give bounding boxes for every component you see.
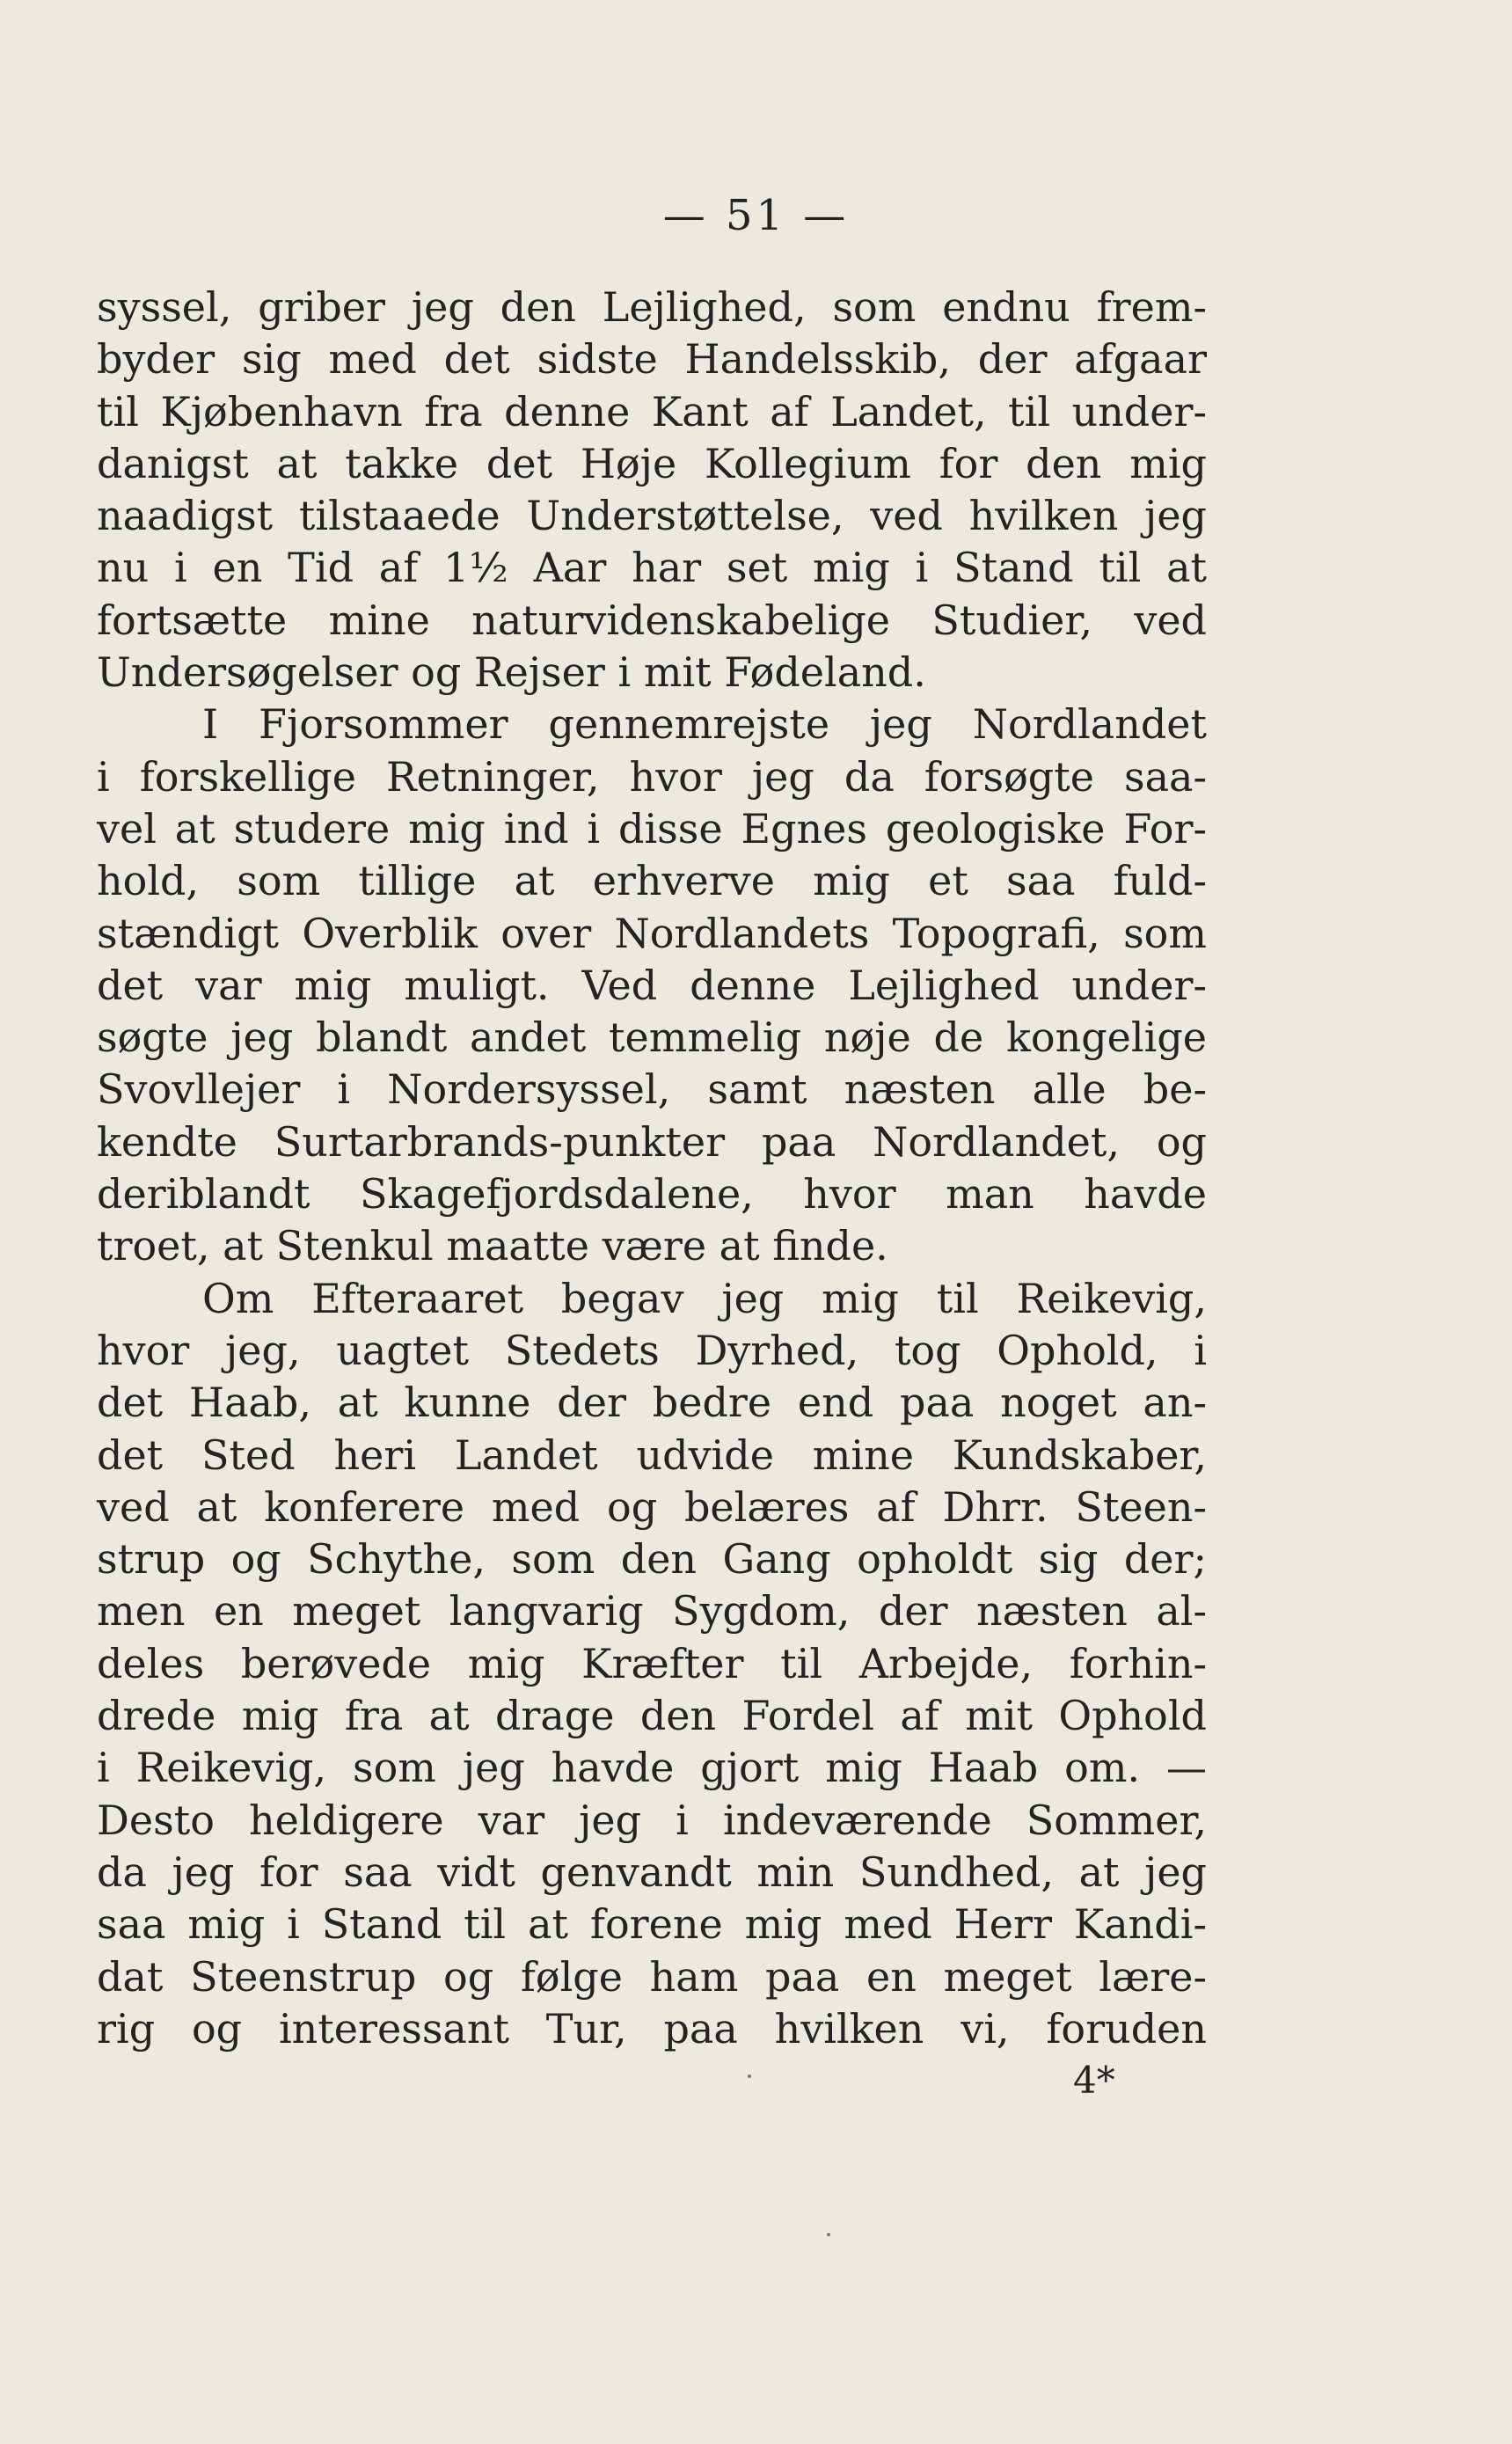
text-line: deriblandt Skagefjordsdalene, hvor man havde xyxy=(97,1170,1207,1218)
text-line: strup og Schythe, som den Gang opholdt sig der; xyxy=(97,1535,1207,1584)
text-line: til Kjøbenhavn fra denne Kant af Landet, til under- xyxy=(97,387,1207,435)
text-line: syssel, griber jeg den Lejlighed, som endnu frem- xyxy=(97,283,1207,331)
text-line: nu i en Tid af 1½ Aar har set mig i Stand til at xyxy=(97,544,1207,592)
text-line: Undersøgelser og Rejser i mit Fødeland. xyxy=(97,648,926,697)
text-line: søgte jeg blandt andet temmelig nøje de kongelige xyxy=(97,1013,1207,1062)
paragraph-3 xyxy=(97,1273,1207,2055)
text-line: Desto heldigere var jeg i indeværende Sommer, xyxy=(97,1796,1207,1844)
text-line: danigst at takke det Høje Kollegium for den mig xyxy=(97,439,1207,487)
text-line: Svovllejer i Nordersyssel, samt næsten alle be- xyxy=(97,1065,1207,1114)
text-line: det Sted heri Landet udvide mine Kundskaber, xyxy=(97,1431,1207,1479)
paragraph-2 xyxy=(97,699,1207,1272)
text-line: i forskellige Retninger, hvor jeg da forsøgte saa- xyxy=(97,752,1207,801)
text-line: troet, at Stenkul maatte være at finde. xyxy=(97,1222,888,1270)
text-line: stændigt Overblik over Nordlandets Topografi, som xyxy=(97,909,1207,957)
text-line: da jeg for saa vidt genvandt min Sundhed, at jeg xyxy=(97,1848,1207,1896)
page-number-header: — 51 — xyxy=(662,191,850,240)
text-line: fortsætte mine naturvidenskabelige Studier, ved xyxy=(97,596,1207,644)
text-line: kendte Surtarbrands-punkter paa Nordlandet, og xyxy=(97,1117,1207,1166)
text-line: I Fjorsommer gennemrejste jeg Nordlandet xyxy=(202,700,1207,749)
text-line: vel at studere mig ind i disse Egnes geologiske For- xyxy=(97,804,1207,852)
text-line: det var mig muligt. Ved denne Lejlighed under- xyxy=(97,961,1207,1009)
text-line: byder sig med det sidste Handelsskib, der afgaar xyxy=(97,335,1207,384)
text-line: det Haab, at kunne der bedre end paa noget an- xyxy=(97,1379,1207,1427)
paragraph-1 xyxy=(97,282,1207,699)
text-line: hvor jeg, uagtet Stedets Dyrhed, tog Ophold, i xyxy=(97,1326,1207,1374)
text-line: ved at konferere med og belæres af Dhrr. Steen- xyxy=(97,1482,1207,1531)
text-line: deles berøvede mig Kræfter til Arbejde, forhin- xyxy=(97,1639,1207,1687)
signature-mark: 4* xyxy=(1073,2059,1115,2102)
paper-speck xyxy=(748,2074,751,2078)
text-line: i Reikevig, som jeg havde gjort mig Haab om. — xyxy=(97,1744,1207,1792)
text-line: rig og interessant Tur, paa hvilken vi, foruden xyxy=(97,2004,1207,2053)
text-line: saa mig i Stand til at forene mig med Herr Kandi- xyxy=(97,1900,1207,1949)
text-line: Om Efteraaret begav jeg mig til Reikevig, xyxy=(202,1274,1207,1322)
text-line: drede mig fra at drage den Fordel af mit Ophold xyxy=(97,1692,1207,1740)
body-text xyxy=(97,282,1207,2055)
text-line: naadigst tilstaaede Understøttelse, ved hvilken jeg xyxy=(97,492,1207,540)
text-line: hold, som tillige at erhverve mig et saa fuld- xyxy=(97,857,1207,905)
text-line: men en meget langvarig Sygdom, der næsten al- xyxy=(97,1587,1207,1635)
paper-speck xyxy=(827,2233,830,2236)
text-line: dat Steenstrup og følge ham paa en meget lære- xyxy=(97,1952,1207,2001)
